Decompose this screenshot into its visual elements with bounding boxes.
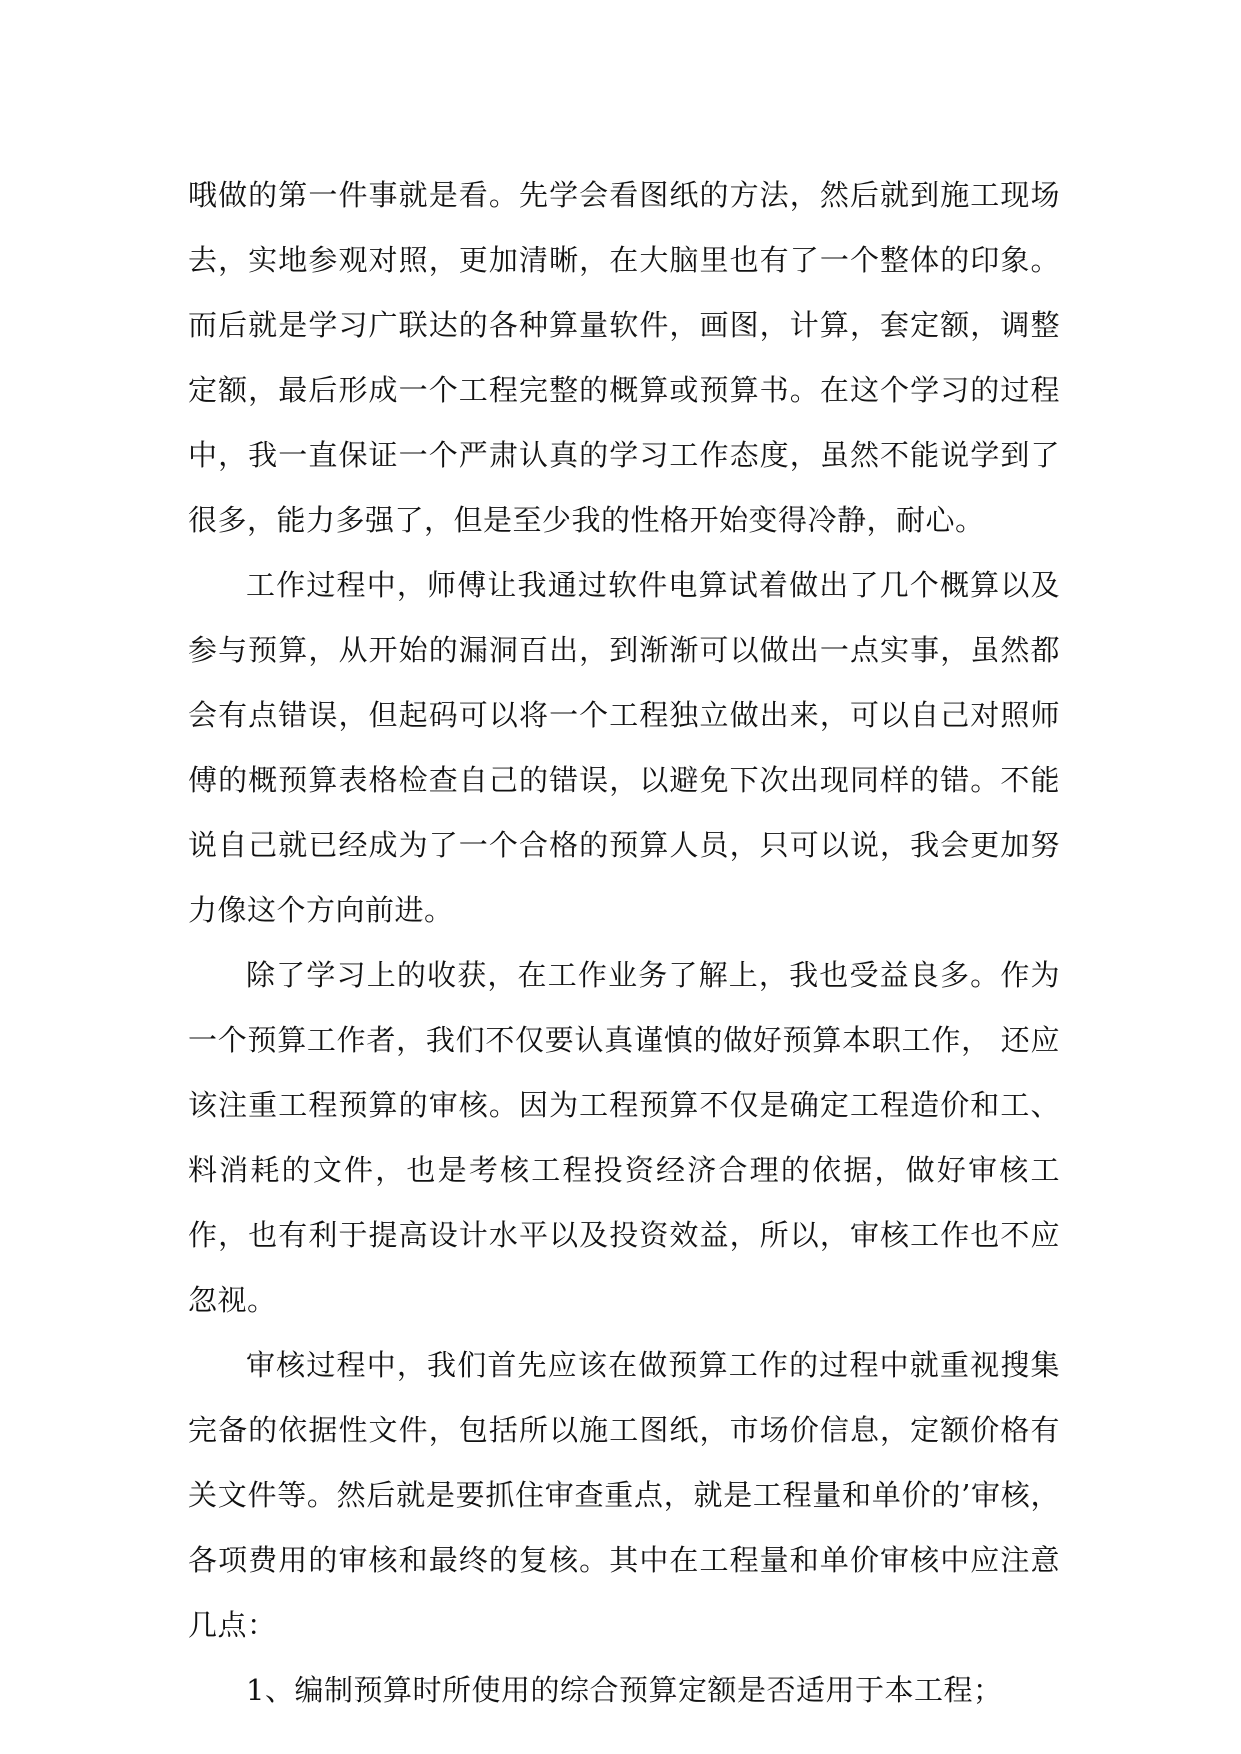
- paragraph-2: 工作过程中，师傅让我通过软件电算试着做出了几个概算以及参与预算，从开始的漏洞百出，到渐渐可以做出一点实事，虽然都会有点错误，但起码可以将一个工程独立做出来，可以自己对照师傅的概预算表格检查自己的错误，以避免下次出现同样的错。不能说自己就已经成为了一个合格的预算人员，只可以说，我会更加努力像这个方向前进。: [188, 568, 1060, 927]
- paragraph-1: 哦做的第一件事就是看。先学会看图纸的方法，然后就到施工现场去，实地参观对照，更加清晰，在大脑里也有了一个整体的印象。而后就是学习广联达的各种算量软件，画图，计算，套定额，调整定额，最后形成一个工程完整的概算或预算书。在这个学习的过程中，我一直保证一个严肃认真的学习工作态度，虽然不能说学到了很多，能力多强了，但是至少我的性格开始变得冷静，耐心。: [188, 178, 1060, 537]
- paragraph-4: 审核过程中，我们首先应该在做预算工作的过程中就重视搜集完备的依据性文件，包括所以施工图纸，市场价信息，定额价格有关文件等。然后就是要抓住审查重点，就是工程量和单价的’审核，各项费用的审核和最终的复核。其中在工程量和单价审核中应注意几点：: [188, 1348, 1060, 1642]
- document-body: [188, 163, 1060, 1723]
- paragraph-3: 除了学习上的收获，在工作业务了解上，我也受益良多。作为一个预算工作者，我们不仅要认真谨慎的做好预算本职工作， 还应该注重工程预算的审核。因为工程预算不仅是确定工程造价和工、料消耗的文件，也是考核工程投资经济合理的依据，做好审核工作，也有利于提高设计水平以及投资效益，所以，审核工作也不应忽视。: [188, 958, 1060, 1317]
- paragraph-5: 1、编制预算时所使用的综合预算定额是否适用于本工程；: [246, 1673, 1003, 1707]
